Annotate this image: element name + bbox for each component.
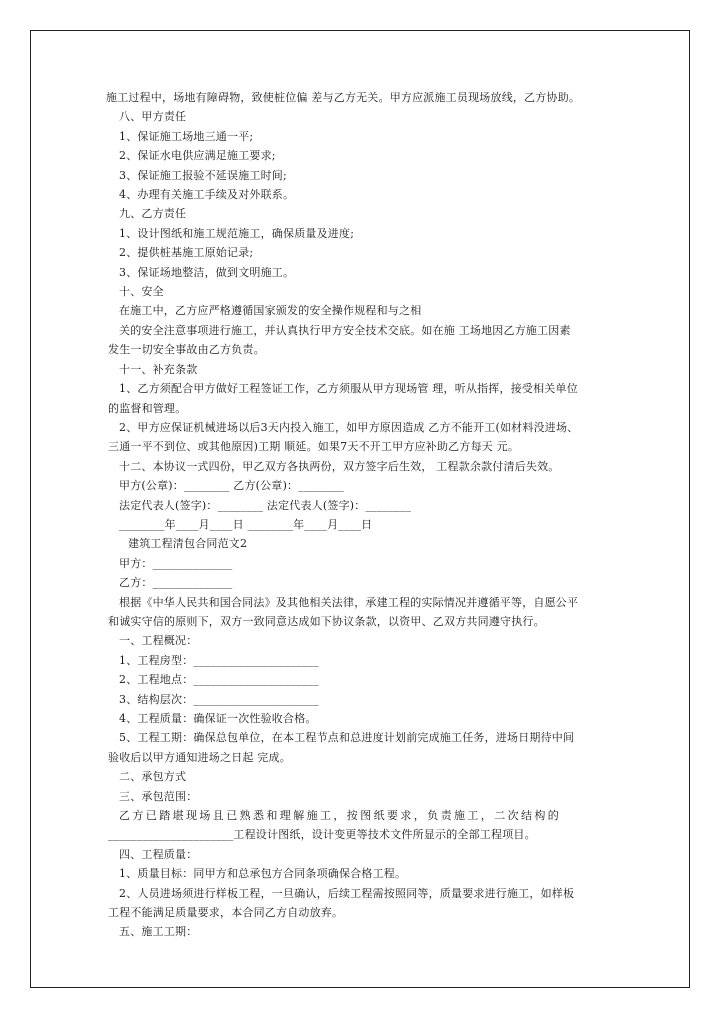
text-line: ______________________工程设计图纸，设计变更等技术文件所显示的全部工程项目。 bbox=[108, 828, 536, 842]
party-b-line: 乙方：______________ bbox=[119, 576, 233, 590]
text-line: 1、设计图纸和施工规范施工，确保质量及进度; bbox=[119, 226, 355, 240]
text-line: 2、甲方应保证机械进场以后3天内投入施工，如甲方原因造成 乙方不能开工(如材料没进场、 bbox=[119, 420, 579, 434]
text-line: 根据《中华人民共和国合同法》及其他相关法律，承建工程的实际情况并遵循平等，自愿公平 bbox=[119, 595, 579, 609]
text-line: 1、质量目标：同甲方和总承包方合同条项确保合格工程。 bbox=[119, 867, 407, 881]
text-line: 乙方已踏堪现场且已熟悉和理解施工，按图纸要求，负责施工，二次结构的 bbox=[119, 809, 562, 823]
text-line: 2、保证水电供应满足施工要求; bbox=[119, 149, 276, 163]
section-heading: 五、施工工期： bbox=[119, 925, 198, 939]
section-heading: 二、承包方式 bbox=[119, 770, 187, 784]
section-heading: 十、安全 bbox=[119, 285, 164, 299]
text-line: 十二、本协议一式四份，甲乙双方各执两份，双方签字后生效， 工程款余款付清后失效。 bbox=[119, 459, 560, 473]
text-line: 工程不能满足质量要求，本合同乙方自动放弃。 bbox=[108, 906, 344, 920]
text-line: 三通一平不到位、或其他原因)工期 顺延。如果7天不开工甲方应补助乙方每天 元。 bbox=[108, 440, 520, 454]
text-line: 的监督和管理。 bbox=[108, 401, 187, 415]
text-line: 和诚实守信的原则下，双方一致同意达成如下协议条款，以资甲、乙双方共同遵守执行。 bbox=[108, 614, 545, 628]
text-line: 施工过程中，场地有障碍物，致使桩位偏 差与乙方无关。甲方应派施工员现场放线，乙方协助。 bbox=[106, 91, 581, 104]
text-line: 3、保证场地整洁，做到文明施工。 bbox=[119, 265, 295, 279]
text-line: 在施工中，乙方应严格遵循国家颁发的安全操作规程和与之相 bbox=[119, 304, 422, 318]
text-line: 1、工程房型：______________________ bbox=[119, 653, 319, 667]
text-line: 1、保证施工场地三通一平; bbox=[119, 129, 254, 143]
section-heading: 四、工程质量： bbox=[119, 847, 198, 861]
section-heading: 八、甲方责任 bbox=[119, 110, 187, 124]
section-heading: 十一、补充条款 bbox=[119, 362, 198, 376]
signature-line: 法定代表人(签字)：________ 法定代表人(签字)：________ bbox=[119, 498, 412, 512]
text-line: 3、保证施工报验不延误施工时间; bbox=[119, 168, 287, 182]
section-heading: 三、承包范围： bbox=[119, 789, 198, 803]
text-line: 4、工程质量：确保证一次性验收合格。 bbox=[119, 712, 317, 725]
signature-line: 甲方(公章)：________ 乙方(公章)：________ bbox=[119, 479, 344, 493]
date-line: ________年____月____日 ________年____月____日 bbox=[119, 517, 373, 531]
text-line: 2、人员进场须进行样板工程，一旦确认，后续工程需按照同等，质量要求进行施工，如样板 bbox=[119, 886, 575, 900]
text-line: 验收后以甲方通知进场之日起 完成。 bbox=[108, 750, 291, 764]
text-line: 发生一切安全事故由乙方负责。 bbox=[108, 343, 265, 357]
text-line: 5、工程工期：确保总包单位，在本工程节点和总进度计划前完成施工任务，进场日期待中间 bbox=[119, 731, 575, 745]
document-subtitle: 建筑工程清包合同范文2 bbox=[128, 537, 248, 551]
text-line: 关的安全注意事项进行施工，并认真执行甲方安全技术交底。如在施 工场地因乙方施工因素 bbox=[119, 323, 571, 337]
text-line: 4、办理有关施工手续及对外联系。 bbox=[119, 188, 295, 202]
party-a-line: 甲方：______________ bbox=[119, 556, 233, 570]
text-line: 2、工程地点：______________________ bbox=[119, 673, 319, 687]
section-heading: 一、工程概况： bbox=[119, 634, 198, 648]
section-heading: 九、乙方责任 bbox=[119, 207, 187, 221]
text-line: 2、提供桩基施工原始记录; bbox=[119, 246, 254, 260]
text-line: 3、结构层次：______________________ bbox=[119, 692, 319, 706]
document-body bbox=[108, 88, 616, 942]
text-line: 1、乙方须配合甲方做好工程签证工作，乙方须服从甲方现场管 理，听从指挥，接受相关单位 bbox=[119, 382, 578, 396]
